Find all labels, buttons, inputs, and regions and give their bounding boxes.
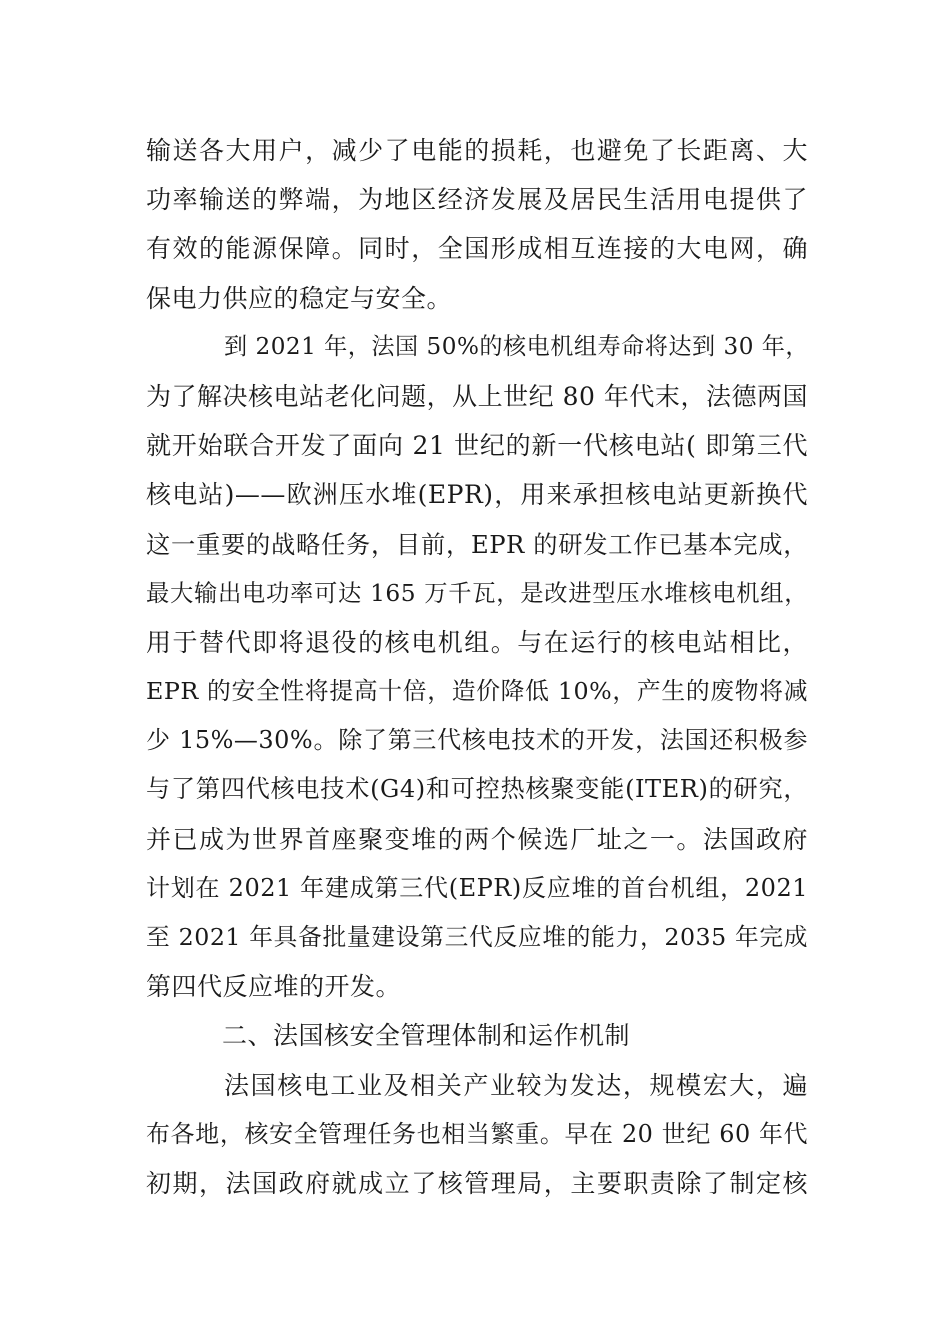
text-line: 有效的能源保障。同时，全国形成相互连接的大电网，确	[146, 234, 808, 264]
text-line: 第四代反应堆的开发。	[146, 972, 402, 1002]
text-line: 为了解决核电站老化问题，从上世纪 80 年代末，法德两国	[146, 381, 808, 411]
text-line: 并已成为世界首座聚变堆的两个候选厂址之一。法国政府	[146, 824, 808, 854]
text-line: EPR 的安全性将提高十倍，造价降低 10%，产生的废物将减	[146, 677, 808, 706]
document-body	[146, 126, 808, 1208]
text-line: 用于替代即将退役的核电机组。与在运行的核电站相比，	[146, 627, 808, 657]
text-line: 就开始联合开发了面向 21 世纪的新一代核电站( 即第三代	[146, 431, 808, 461]
text-line: 核电站)——欧洲压水堆(EPR)，用来承担核电站更新换代	[146, 480, 808, 510]
text-line: 少 15%—30%。除了第三代核电技术的开发，法国还积极参	[146, 726, 808, 755]
text-line: 至 2021 年具备批量建设第三代反应堆的能力，2035 年完成	[146, 923, 808, 951]
text-line: 最大输出电功率可达 165 万千瓦，是改进型压水堆核电机组，	[146, 579, 808, 607]
paragraph-first-line: 到 2021 年，法国 50%的核电机组寿命将达到 30 年，	[224, 333, 810, 360]
text-line: 功率输送的弊端，为地区经济发展及居民生活用电提供了	[146, 185, 808, 215]
text-line: 与了第四代核电技术(G4)和可控热核聚变能(ITER)的研究，	[146, 775, 808, 804]
text-line: 计划在 2021 年建成第三代(EPR)反应堆的首台机组，2021	[146, 873, 808, 902]
paragraph-first-line: 法国核电工业及相关产业较为发达，规模宏大，遍	[224, 1070, 808, 1100]
text-line: 初期，法国政府就成立了核管理局，主要职责除了制定核	[146, 1168, 808, 1198]
text-line: 输送各大用户，减少了电能的损耗，也避免了长距离、大	[146, 136, 808, 165]
text-line: 保电力供应的稳定与安全。	[146, 283, 453, 313]
text-line: 布各地，核安全管理任务也相当繁重。早在 20 世纪 60 年代	[146, 1119, 808, 1148]
text-line: 这一重要的战略任务，目前，EPR 的研发工作已基本完成，	[146, 529, 808, 559]
section-heading: 二、法国核安全管理体制和运作机制	[222, 1021, 631, 1051]
